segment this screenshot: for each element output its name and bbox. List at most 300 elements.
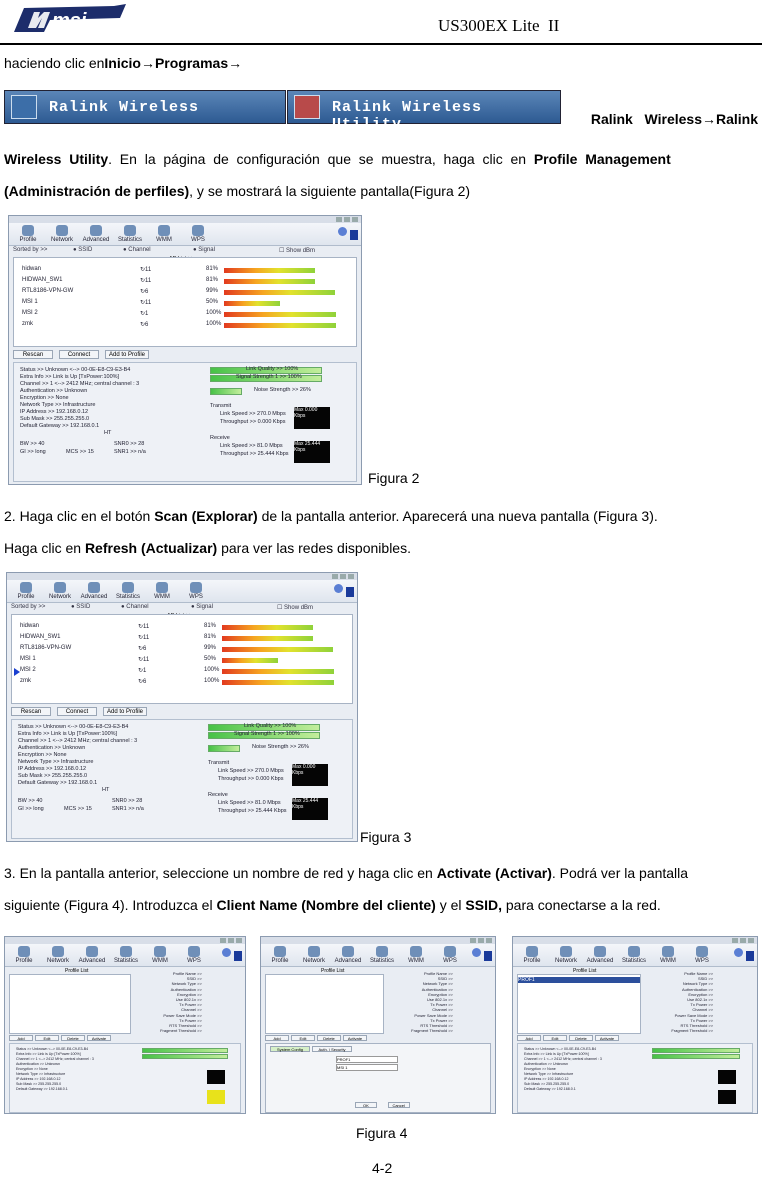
network-ssid: MSI 2 [22,310,38,316]
tab-network[interactable] [47,225,77,243]
signal-percent: 81% [206,266,219,272]
step-3-line-1 [4,864,688,882]
tab-wmm[interactable] [401,946,431,964]
tx-speed: Link Speed >> 270.0 Mbps [220,411,286,417]
rx-graph: Max 25.444 Kbps [292,798,328,820]
help-icon[interactable] [334,584,343,593]
figure-4-caption: Figura 4 [356,1125,408,1141]
rescan-button[interactable]: Rescan [13,350,53,359]
wps-icon [192,225,204,236]
tab-profile[interactable] [13,225,43,243]
rx-graph: Max 25.444 Kbps [294,441,330,463]
tab-profile[interactable] [265,946,295,964]
tab-label: Statistics [115,594,140,600]
noise-bar [210,388,242,395]
channel-value: ↻11 [138,635,150,641]
profile-field-label: Network Type >> [171,981,202,987]
tab-network[interactable] [299,946,329,964]
ralink-brand-icon [350,230,358,240]
status-line: Status >> Unknown <--> 00-0E-E8-C9-E3-B4 [16,1047,89,1051]
channel-value: ↻11 [140,300,152,306]
status-line: Sub Mask >> 255.255.255.0 [18,773,88,779]
tab-wps[interactable] [435,946,465,964]
edit-button[interactable]: Edit [291,1035,315,1041]
header-rule [0,43,762,45]
rx-graph [718,1090,736,1104]
line3-bold: (Administración de perfiles) [4,183,190,199]
network-ssid: hidwan [22,266,42,272]
profile-field-label: Encryption >> [177,991,202,997]
tab-label: Network [50,237,73,243]
tab-label: WMM [660,958,676,964]
profile-field-label: Channel >> [692,1007,714,1013]
tab-advanced[interactable] [77,946,107,964]
network-icon [52,946,64,957]
status-line: Default Gateway >> 192.168.0.1 [20,423,100,429]
gi-value: GI >> long [18,806,44,812]
profile-field-label: Tx Power >> [690,1017,714,1023]
sort-channel[interactable]: ● Channel [123,247,151,253]
ralink-wireless-banner [4,90,286,124]
tab-label: Advanced [334,958,362,964]
sort-ssid[interactable]: ● SSID [73,247,93,253]
tab-label: Profile [15,958,33,964]
status-line: Sub Mask >> 255.255.255.0 [524,1082,570,1086]
status-line: IP Address >> 192.168.0.12 [16,1077,61,1081]
profile-field-label: RTS Threshold >> [169,1023,202,1028]
line1-post: Ralink Wireless→Ralink [590,111,758,127]
network-ssid: HIDWAN_SW1 [22,277,63,283]
profile-field-label: Authentication >> [421,986,453,992]
status-line: Default Gateway >> 192.168.0.1 [524,1087,576,1091]
tab-advanced[interactable] [81,225,111,243]
signal-percent: 99% [204,645,217,651]
profile-icon [526,946,538,957]
channel-value: ↻6 [140,289,149,295]
signal-percent: 81% [206,277,219,283]
profile-field-label: Encryption >> [428,991,453,997]
maximize-button[interactable] [740,938,746,943]
add-to-profile-button[interactable]: Add to Profile [103,707,147,716]
status-line: Authentication >> Unknown [20,388,88,394]
sort-channel[interactable]: ● Channel [121,604,149,610]
help-icon[interactable] [472,948,481,957]
activate-button[interactable]: Activate [87,1035,111,1041]
tx-graph: Max 0.000 Kbps [294,407,330,429]
paragraph-line-2 [4,150,671,168]
tab-label: Advanced [80,594,108,600]
edit-button[interactable]: Edit [543,1035,567,1041]
network-ssid: HIDWAN_SW1 [20,634,61,640]
add-to-profile-button[interactable]: Add to Profile [105,350,149,359]
status-line: Encryption >> None [524,1067,556,1071]
status-line: Channel >> 1 <--> 2412 MHz; central channel : 3 [20,381,140,387]
rx-throughput: Throughput >> 25.444 Kbps [220,451,289,457]
statistics-icon [124,225,136,236]
network-row[interactable] [16,656,348,665]
sort-signal[interactable]: ● Signal [191,604,213,610]
statistics-icon [376,946,388,957]
profile-field-label: Tx Power >> [430,1017,453,1023]
tab-label: WPS [191,237,205,243]
rx-speed: Link Speed >> 81.0 Mbps [218,800,281,806]
profile-field-label: Profile Name >> [423,971,453,976]
status-line: Status >> Unknown <--> 00-0E-E8-C9-E3-B4 [18,724,129,730]
tab-label: Profile [19,237,37,243]
tab-statistics[interactable] [367,946,397,964]
rescan-button[interactable]: Rescan [11,707,51,716]
status-line: Network Type >> Infrastructure [18,759,94,765]
network-row[interactable] [18,321,352,330]
profile-list-label: Profile List [573,968,597,974]
tab-statistics[interactable] [115,225,145,243]
tab-label: Network [302,958,325,964]
signal-percent: 100% [204,667,220,673]
close-button[interactable] [486,938,492,943]
link-quality-bar [142,1048,228,1053]
add-button[interactable]: Add [265,1035,289,1041]
profile-field-label: Fragment Threshold >> [411,1028,453,1034]
signal-bar [222,647,333,652]
profile-field-label: Profile Name >> [684,971,714,976]
ht-label: HT [102,787,110,793]
minimize-button[interactable] [732,938,738,943]
wmm-icon [156,582,168,593]
channel-value: ↻1 [138,668,147,674]
network-ssid: RTL8186-VPN-GW [20,645,72,651]
advanced-icon [594,946,606,957]
status-line: Network Type >> Infrastructure [16,1072,66,1076]
selected-network-arrow [14,668,20,676]
profile-field-label: RTS Threshold >> [420,1023,453,1028]
close-button[interactable] [352,217,358,222]
tab-label: Statistics [113,958,138,964]
signal-bar [224,312,336,317]
profile-field-label: Tx Power >> [179,1002,202,1008]
network-icon [308,946,320,957]
snr1-value: SNR1 >> n/a [114,449,146,455]
document-title: US300EX Lite II [438,16,560,35]
status-line: Sub Mask >> 255.255.255.0 [16,1082,62,1086]
wps-icon [190,582,202,593]
signal-bar [222,658,278,663]
wmm-icon [410,946,422,957]
network-ssid: RTL8186-VPN-GW [22,288,74,294]
profile-list-label: Profile List [321,968,345,974]
tab-label: WMM [156,237,172,243]
noise-text: Noise Strength >> 26% [252,744,309,750]
status-line: Default Gateway >> 192.168.0.1 [18,780,98,786]
profile-field-label: Authentication >> [170,986,202,992]
signal-bar [224,301,280,306]
status-panel [11,719,353,839]
add-button[interactable]: Add [517,1035,541,1041]
selected-profile-row[interactable]: PROF1 [518,977,640,983]
show-dbm-checkbox[interactable]: ☐ Show dBm [279,248,316,254]
ok-button[interactable]: OK [355,1102,377,1108]
profile-field-label: Tx Power >> [430,1002,453,1008]
edit-button[interactable]: Edit [35,1035,59,1041]
tab-statistics[interactable] [619,946,649,964]
signal-percent: 81% [204,634,217,640]
tab-wps[interactable] [687,946,717,964]
tab-label: Advanced [82,237,110,243]
status-line: Status >> Unknown <--> 00-0E-E8-C9-E3-B4 [20,367,131,373]
status-line: IP Address >> 192.168.0.12 [524,1077,569,1081]
status-line: Encryption >> None [16,1067,48,1071]
close-button[interactable] [236,938,242,943]
logo-text: msi [52,10,87,32]
network-row[interactable] [18,299,352,308]
tab-advanced[interactable] [79,582,109,600]
window-titlebar [9,216,361,223]
snr0-value: SNR0 >> 28 [112,798,143,804]
status-line: Status >> Unknown <--> 00-0E-E8-C9-E3-B4 [524,1047,597,1051]
tab-wps[interactable] [181,582,211,600]
noise-bar [208,745,240,752]
maximize-button[interactable] [228,938,234,943]
tab-label: WPS [443,958,457,964]
tab-wmm[interactable] [145,946,175,964]
status-line: Channel >> 1 <--> 2412 MHz; central channel : 3 [16,1057,94,1061]
network-row[interactable] [18,266,352,275]
ralink-brand-icon [346,587,354,597]
menu-path: Inicio→Programas→ [104,55,243,71]
connect-button[interactable]: Connect [59,350,99,359]
network-row[interactable] [16,667,348,676]
client-name-label: Client Name (Nombre del cliente) [216,897,436,913]
profile-field-label: Power Save Mode >> [163,1012,202,1018]
signal-percent: 50% [204,656,217,662]
signal-bar [224,323,336,328]
maximize-button[interactable] [340,574,346,579]
network-row[interactable] [16,634,348,643]
step2-post: de la pantalla anterior. Aparecerá una nueva pantalla (Figura 3). [257,508,658,524]
maximize-button[interactable] [344,217,350,222]
status-line: Authentication >> Unknown [524,1062,568,1066]
utility-toolbar [9,223,361,246]
close-button[interactable] [748,938,754,943]
close-button[interactable] [348,574,354,579]
channel-value: ↻1 [140,311,149,317]
network-icon [560,946,572,957]
profile-field-label: Channel >> [432,1007,453,1013]
cancel-button[interactable]: Cancel [388,1102,410,1108]
tab-network[interactable] [551,946,581,964]
network-row[interactable] [16,645,348,654]
tab-wps[interactable] [179,946,209,964]
tab-wmm[interactable] [149,225,179,243]
network-row[interactable] [16,623,348,632]
signal-bar [222,680,334,685]
tab-label: WMM [154,594,170,600]
profile-name-input[interactable]: PROF1 [336,1056,398,1063]
profile-field-label: Channel >> [181,1007,202,1013]
snr0-value: SNR0 >> 28 [114,441,145,447]
status-line: IP Address >> 192.168.0.12 [20,409,89,415]
tab-statistics[interactable] [113,582,143,600]
delete-button[interactable]: Delete [317,1035,341,1041]
tab-auth-security[interactable]: Auth. \ Security [312,1046,352,1052]
profile-icon [274,946,286,957]
receive-label: Receive [208,792,228,798]
wps-icon [188,946,200,957]
tab-advanced[interactable] [333,946,363,964]
snr1-value: SNR1 >> n/a [112,806,144,812]
transmit-label: Transmit [210,403,232,409]
statistics-icon [120,946,132,957]
transmit-label: Transmit [208,760,230,766]
tab-profile[interactable] [11,582,41,600]
status-line: Network Type >> Infrastructure [524,1072,574,1076]
activate-button[interactable]: Activate [343,1035,367,1041]
help-icon[interactable] [734,948,743,957]
delete-button[interactable]: Delete [61,1035,85,1041]
help-icon[interactable] [338,227,347,236]
network-ssid: zmk [22,321,33,327]
add-button[interactable]: Add [9,1035,33,1041]
figure-4-panel-profile [4,936,246,1114]
signal-bar [222,636,313,641]
profile-icon [18,946,30,957]
minimize-button[interactable] [220,938,226,943]
signal-bar [224,290,335,295]
wmm-icon [662,946,674,957]
minimize-button[interactable] [470,938,476,943]
profile-field-label: Authentication >> [681,986,714,992]
tab-profile[interactable] [9,946,39,964]
profile-field-label: Tx Power >> [690,1002,714,1008]
tab-network[interactable] [43,946,73,964]
status-line: Sub Mask >> 255.255.255.0 [20,416,90,422]
paragraph-line-1 [4,54,242,72]
link-quality-text: Link Quality >> 100% [246,366,299,372]
line1-pre: haciendo clic en [4,55,105,71]
tab-label: Network [46,958,69,964]
minimize-button[interactable] [332,574,338,579]
msi-logo [10,2,130,36]
advanced-icon [90,225,102,236]
status-panel [13,362,357,482]
network-row[interactable] [16,678,348,687]
status-line: Extra Info >> Link is Up [TxPower:100%] [18,731,118,737]
profile-field-label: Use 802.1x >> [175,997,202,1002]
step-2-line-2 [4,539,411,557]
sort-ssid[interactable]: ● SSID [71,604,91,610]
maximize-button[interactable] [478,938,484,943]
wmm-icon [154,946,166,957]
step3b-mid: y el [435,897,466,913]
tab-statistics[interactable] [111,946,141,964]
wps-icon [444,946,456,957]
profile-field-label: Network Type >> [422,981,453,987]
connect-button[interactable]: Connect [57,707,97,716]
network-row[interactable] [18,288,352,297]
tab-system-config[interactable]: System Config [270,1046,310,1052]
profile-list [517,974,641,1034]
tab-label: WPS [187,958,201,964]
tab-wps[interactable] [183,225,213,243]
profile-list [9,974,131,1034]
signal-bar [224,279,315,284]
tab-label: Profile [523,958,541,964]
activate-button[interactable]: Activate [595,1035,619,1041]
rx-throughput: Throughput >> 25.444 Kbps [218,808,287,814]
activate-label: Activate (Activar) [436,865,552,881]
profile-list-label: Profile List [65,968,89,974]
network-row[interactable] [18,310,352,319]
ralink-brand-icon [234,951,242,961]
profile-field-label: RTS Threshold >> [680,1023,714,1028]
profile-field-label: SSID >> [697,976,714,982]
tab-label: Profile [271,958,289,964]
window-titlebar [5,937,245,944]
wmm-icon [158,225,170,236]
status-panel [9,1043,241,1113]
tab-network[interactable] [45,582,75,600]
status-panel [517,1043,753,1113]
tab-wmm[interactable] [147,582,177,600]
help-icon[interactable] [222,948,231,957]
ssid-input[interactable]: MSI 1 [336,1064,398,1071]
signal-strength-bar [652,1054,739,1059]
signal-strength-bar [142,1054,228,1059]
tab-label: WMM [152,958,168,964]
profile-field-label: SSID >> [437,976,453,982]
utility-toolbar [5,944,245,967]
banner1-label: Ralink Wireless [49,99,200,116]
scan-label: Scan (Explorar) [154,508,258,524]
paragraph-line-3 [4,182,470,200]
figure-4-panel-activated [512,936,758,1114]
channel-value: ↻11 [140,278,152,284]
link-quality-text: Link Quality >> 100% [244,723,297,729]
network-row[interactable] [18,277,352,286]
channel-value: ↻11 [140,267,152,273]
channel-value: ↻6 [140,322,149,328]
figure-2-screenshot [8,215,362,485]
ralink-utility-banner [287,90,561,133]
mcs-value: MCS >> 15 [66,449,94,455]
gi-value: GI >> long [20,449,46,455]
step3-pre: 3. En la pantalla anterior, seleccione un nombre de red y haga clic en [4,865,437,881]
delete-button[interactable]: Delete [569,1035,593,1041]
profile-icon [20,582,32,593]
advanced-icon [88,582,100,593]
signal-percent: 81% [204,623,217,629]
signal-percent: 100% [206,321,222,327]
tab-label: Profile [17,594,35,600]
minimize-button[interactable] [336,217,342,222]
figure-3-screenshot [6,572,358,842]
window-titlebar [7,573,357,580]
tab-wmm[interactable] [653,946,683,964]
tab-profile[interactable] [517,946,547,964]
sort-bar [11,604,353,613]
show-dbm-checkbox[interactable]: ☐ Show dBm [277,605,314,611]
ap-list [13,257,357,347]
tx-throughput: Throughput >> 0.000 Kbps [220,419,286,425]
sort-signal[interactable]: ● Signal [193,247,215,253]
tab-advanced[interactable] [585,946,615,964]
signal-bar [222,625,313,630]
utility-toolbar [513,944,757,967]
status-line: Extra Info >> Link is Up [TxPower:100%] [16,1052,81,1056]
ap-list [11,614,353,704]
line2-bold1: Wireless Utility [4,151,109,167]
figure-2-caption: Figura 2 [368,470,420,486]
status-line: Extra Info >> Link is Up [TxPower:100%] [524,1052,589,1056]
